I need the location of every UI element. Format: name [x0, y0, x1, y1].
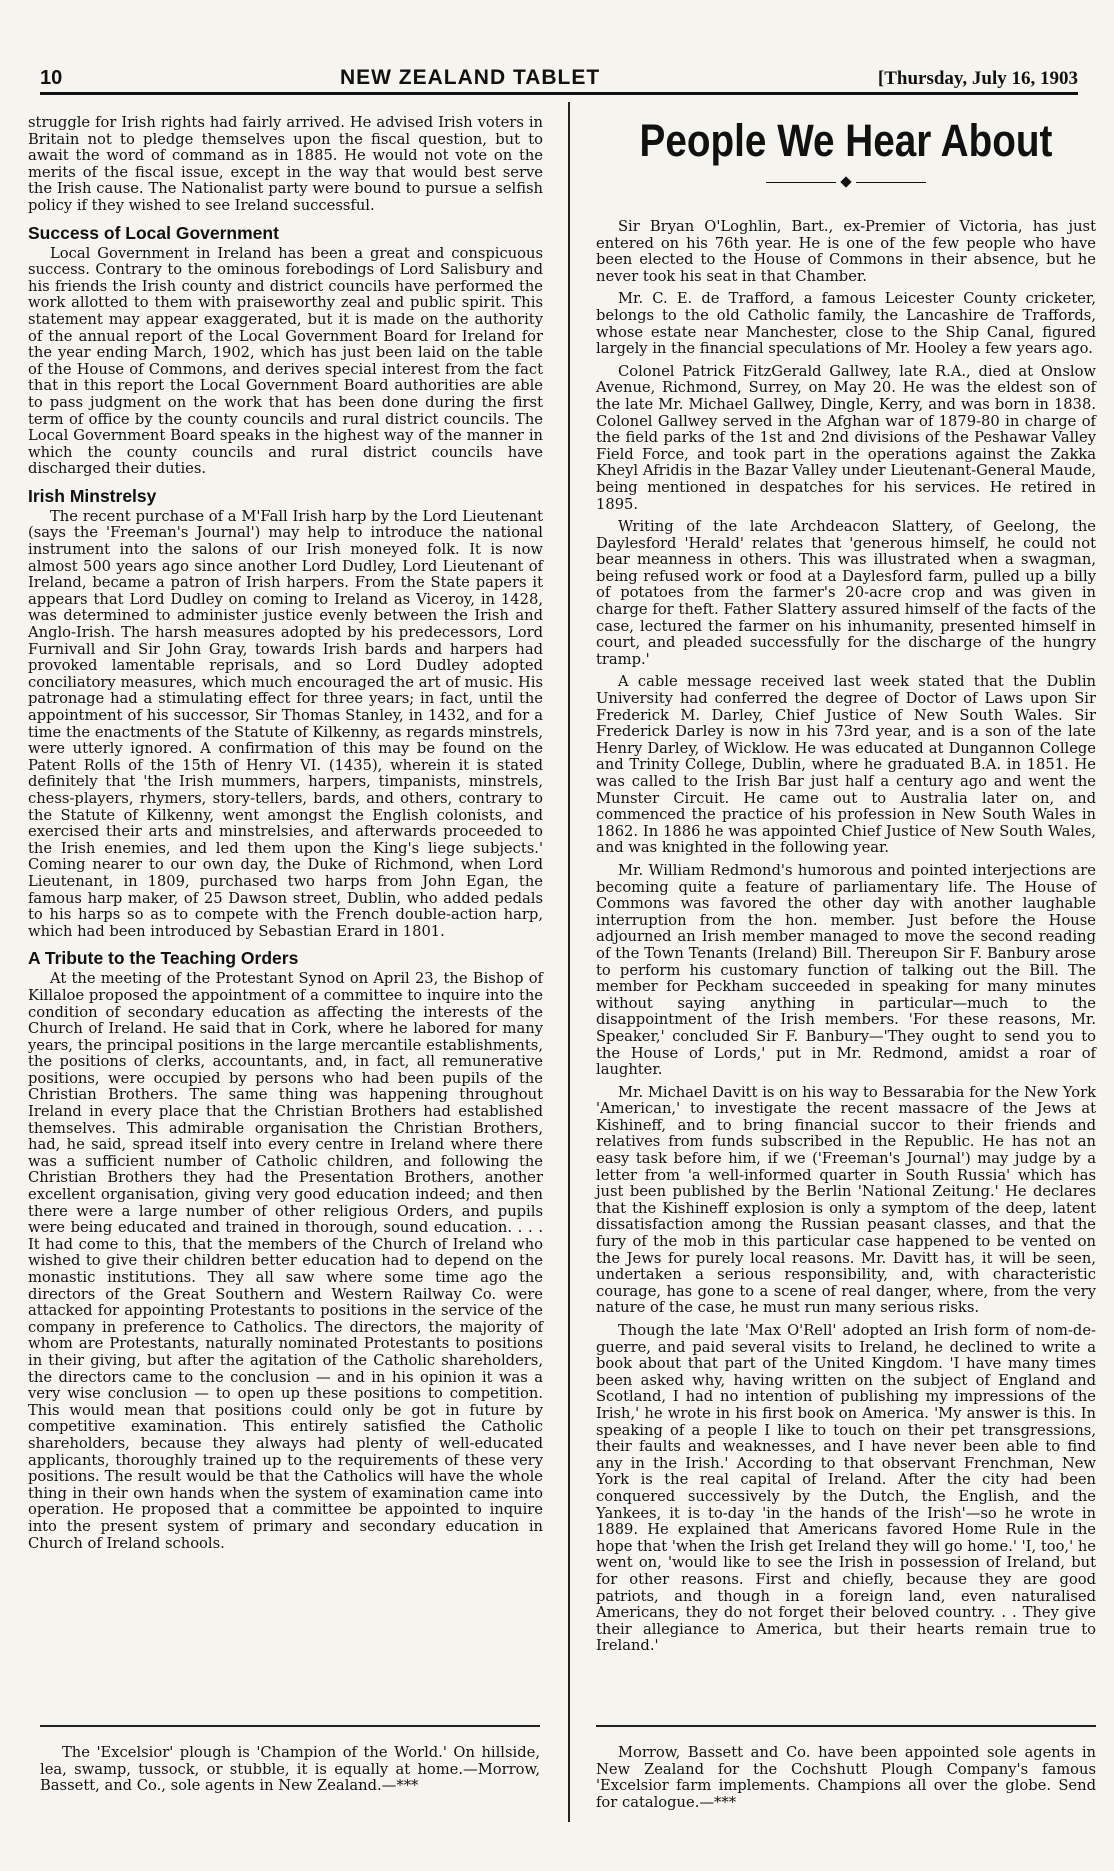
advertisement-right [596, 1745, 1096, 1811]
article-paragraph: Local Government in Ireland has been a great and conspicuous success. Contrary to the ominous forebodings of Lord Salisbury and his friends the Irish county and district councils have performed the work allotted to them with praiseworthy zeal and public spirit. This statement may appear exaggerated, but it is made on the authority of the annual report of the Local Government Board for Ireland for the year ending March, 1902, which has just been laid on the table of the House of Commons, and derives special interest from the fact that in this report the Local Government Board authorities are able to pass judgment on the work that has been done during the first term of office by the county councils and rural district councils. The Local Government Board speaks in the highest way of the manner in which the county councils and rural district councils have discharged their duties. [28, 244, 543, 478]
article-paragraph: Sir Bryan O'Loghlin, Bart., ex-Premier of Victoria, has just entered on his 76th year. He is one of the few people who have been elected to the House of Commons in their absence, but he never took his seat in that Chamber. [596, 218, 1096, 285]
section-heading-irish-minstrelsy: Irish Minstrelsy [28, 485, 157, 506]
article-paragraph: Though the late 'Max O'Rell' adopted an Irish form of nom-de-guerre, and paid several visits to Ireland, he declined to write a book about that part of the United Kingdom. 'I have many times been asked why, having written on the subject of England and Scotland, I had no intention of publishing my impressions of the Irish,' he wrote in his first book on America. 'My answer is this. In speaking of a people I like to touch on their pet transgressions, their faults and weaknesses, and I have never been able to find any in the Irish.' According to that observant Frenchman, New York is the real capital of Ireland. After the city had been conquered successively by the Dutch, the English, and the Yankees, it is to-day 'in the hands of the Irish'—so he wrote in 1889. He explained that Americans favored Home Rule in the hope that 'when the Irish get Ireland they will go home.' 'I, too,' he went on, 'would like to see the Irish in possession of Ireland, but for other reasons. First and chiefly, because they are good patriots, and though in a foreign land, even naturalised Americans, they do not forget their beloved country. . . They give their allegiance to America, but their hearts remain true to Ireland.' [596, 1322, 1096, 1655]
title-ornament [596, 171, 1096, 193]
advertisement-text: The 'Excelsior' plough is 'Champion of the World.' On hillside, lea, swamp, tussock, or stubble, it is equally at home.—Morrow, Bassett, and Co., sole agents in New Zealand.—*** [40, 1744, 540, 1795]
advert-separator [40, 1725, 540, 1727]
article-paragraph: Mr. William Redmond's humorous and pointed interjections are becoming quite a feature of parliamentary life. The House of Commons was favored the other day with another laughable interruption from the hon. member. Just before the House adjourned an Irish member managed to move the second reading of the Town Tenants (Ireland) Bill. Thereupon Sir F. Banbury arose to perform his customary function of talking out the Bill. The member for Peckham succeeded in speaking for many minutes without saying anything in particular—much to the disappointment of the Irish members. 'For these reasons, Mr. Speaker,' concluded Sir F. Banbury—'They ought to send you to the House of Lords,' put in Mr. Redmond, amidst a roar of laughter. [596, 861, 1096, 1079]
article-paragraph: Colonel Patrick FitzGerald Gallwey, late R.A., died at Onslow Avenue, Richmond, Surrey, on May 20. He was the eldest son of the late Mr. Michael Gallwey, Dingle, Kerry, and was born in 1838. Colonel Gallwey served in the Afghan war of 1879-80 in charge of the field parks of the 1st and 2nd divisions of the Peshawar Valley Field Force, and took part in the operations against the Zakka Kheyl Afridis in the Bazar Valley under Lieutenant-General Maude, being mentioned in despatches for his services. He retired in 1895. [596, 362, 1096, 513]
feature-title: People We Hear About [639, 115, 1053, 166]
advert-separator [596, 1725, 1096, 1727]
left-column [28, 115, 543, 1610]
advertisement-text: Morrow, Bassett and Co. have been appointed sole agents in New Zealand for the Cochshutt Plough Company's famous 'Excelsior farm implements. Champions all over the globe. Send for catalogue.—*** [596, 1744, 1096, 1811]
section-heading-teaching-orders: A Tribute to the Teaching Orders [28, 948, 299, 969]
publication-title: NEW ZEALAND TABLET [339, 66, 601, 89]
article-paragraph: Mr. Michael Davitt is on his way to Bessarabia for the New York 'American,' to investigate the recent massacre of the Jews at Kishineff, and to bring financial succor to their friends and relatives from funds subscribed in the Republic. He has not an easy task before him, if we ('Freeman's Journal') may judge by a letter from 'a well-informed quarter in South Russia' which has just been published by the Berlin 'National Zeitung.' He declares that the Kishineff explosion is only a symptom of the deep, latent dissatisfaction among the Russian peasant classes, and that the fury of the mob in this particular case happened to be vented on the Jews for purely local reasons. Mr. Davitt has, it will be seen, undertaken a serious responsibility, and, with characteristic courage, has gone to a scene of real danger, where, from the very nature of the case, he must run many serious risks. [596, 1083, 1096, 1317]
page-number: 10 [40, 67, 63, 89]
diamond-icon [840, 176, 851, 187]
intro-paragraph: struggle for Irish rights had fairly arrived. He advised Irish voters in Britain not to pledge themselves upon the fiscal question, but to await the word of command as in 1885. He would not vote on the merits of the fiscal issue, except in the way that would best serve the Irish cause. The Nationalist party were bound to pursue a selfish policy if they wished to see Ireland successful. [28, 114, 543, 214]
ornament-rule [766, 182, 836, 183]
column-divider [568, 102, 570, 1822]
page-header [40, 58, 1078, 95]
issue-date: [Thursday, July 16, 1903 [877, 68, 1078, 89]
article-paragraph: Mr. C. E. de Trafford, a famous Leicester County cricketer, belongs to the old Catholic family, the Lancashire de Traffords, whose estate near Manchester, close to the Ship Canal, figured largely in the financial speculations of Mr. Hooley a few years ago. [596, 290, 1096, 358]
ornament-rule [856, 182, 926, 183]
article-paragraph: Writing of the late Archdeacon Slattery, of Geelong, the Daylesford 'Herald' relates that 'generous himself, he could not bear meanness in others. This was illustrated when a swagman, being refused work or food at a Daylesford farm, pulled up a billy of potatoes from the farmer's 20-acre crop and was given in charge for theft. Father Slattery assured himself of the facts of the case, lectured the farmer on his inhumanity, presented himself in court, and pleaded successfully for the discharge of the hungry tramp.' [596, 518, 1096, 668]
advertisement-left [40, 1745, 540, 1795]
article-paragraph: At the meeting of the Protestant Synod on April 23, the Bishop of Killaloe proposed the appointment of a committee to inquire into the condition of secondary education as affecting the interests of the Church of Ireland. He said that in Cork, where he labored for many years, the principal positions in the large mercantile establishments, the positions of clerks, accountants, and, in fact, all remunerative positions, were occupied by persons who had been pupils of the Christian Brothers. The same thing was happening throughout Ireland in every place that the Christian Brothers had established themselves. This admirable organisation the Christian Brothers, had, he said, spread itself into every centre in Ireland where there was a sufficient number of Catholic children, and following the Christian Brothers they had the Presentation Brothers, another excellent organisation, giving very good education indeed; and then there were a large number of other religious Orders, and pupils were being educated and trained in thorough, sound education. . . . It had come to this, that the members of the Church of Ireland who wished to give their children better education had to depend on the monastic institutions. They all saw where some time ago the directors of the Great Southern and Western Railway Co. were attacked for appointing Protestants to positions in the service of the company in preference to Catholics. The directors, the majority of whom are Protestants, naturally nominated Protestants to positions in their giving, but after the agitation of the Catholic shareholders, the directors came to the conclusion — and in his opinion it was a very wise conclusion — to open up these positions to competition. This would mean that positions could only be got in future by competitive examination. This entirely satisfied the Catholic shareholders, because they always had plenty of well-educated applicants, thoroughly trained up to the requirements of these very positions. The result would be that the Catholics will have the whole thing in their own hands when the system of examination came into operation. He proposed that a committee be appointed to inquire into the present system of primary and secondary education in Church of Ireland schools. [28, 970, 543, 1552]
article-paragraph: The recent purchase of a M'Fall Irish harp by the Lord Lieutenant (says the 'Freeman's Journal') may help to introduce the national instrument into the salons of our Irish moneyed folk. It is now almost 500 years ago since another Lord Dudley, Lord Lieutenant of Ireland, became a patron of Irish harpers. From the State papers it appears that Lord Dudley on coming to Ireland as Viceroy, in 1428, was determined to administer justice evenly between the Irish and Anglo-Irish. The harsh measures adopted by his predecessors, Lord Furnivall and Sir John Gray, towards Irish bards and harpers had provoked lamentable reprisals, and so Lord Dudley adopted conciliatory measures, which much encouraged the art of music. His patronage had a stimulating effect for three years; in fact, until the appointment of his successor, Sir Thomas Stanley, in 1432, and for a time the enactments of the Statute of Kilkenny, as regards minstrels, were utterly ignored. A confirmation of this may be found on the Patent Rolls of the 15th of Henry VI. (1435), wherein it is stated definitely that 'the Irish mummers, harpers, timpanists, minstrels, chess-players, rhymers, story-tellers, bards, and others, contrary to the Statute of Kilkenny, went amongst the English colonists, and exercised their arts and minstrelsies, and afterwards proceeded to the Irish enemies, and led them upon the King's liege subjects.' Coming nearer to our own day, the Duke of Richmond, when Lord Lieutenant, in 1809, purchased two harps from John Egan, the famous harp maker, of 25 Dawson street, Dublin, who added pedals to his harps so as to compete with the French double-action harp, which had been introduced by Sebastian Erard in 1801. [28, 507, 543, 940]
article-paragraph: A cable message received last week stated that the Dublin University had conferred the degree of Doctor of Laws upon Sir Frederick M. Darley, Chief Justice of New South Wales. Sir Frederick Darley is now in his 73rd year, and is a son of the late Henry Darley, of Wicklow. He was educated at Dungannon College and Trinity College, Dublin, where he graduated B.A. in 1851. He was called to the Irish Bar just half a century ago and went the Munster Circuit. He came out to Australia later on, and commenced the practice of his profession in New South Wales in 1862. In 1886 he was appointed Chief Justice of New South Wales, and was knighted in the following year. [596, 673, 1096, 857]
section-heading-local-government: Success of Local Government [28, 222, 279, 243]
right-column [596, 115, 1096, 1655]
